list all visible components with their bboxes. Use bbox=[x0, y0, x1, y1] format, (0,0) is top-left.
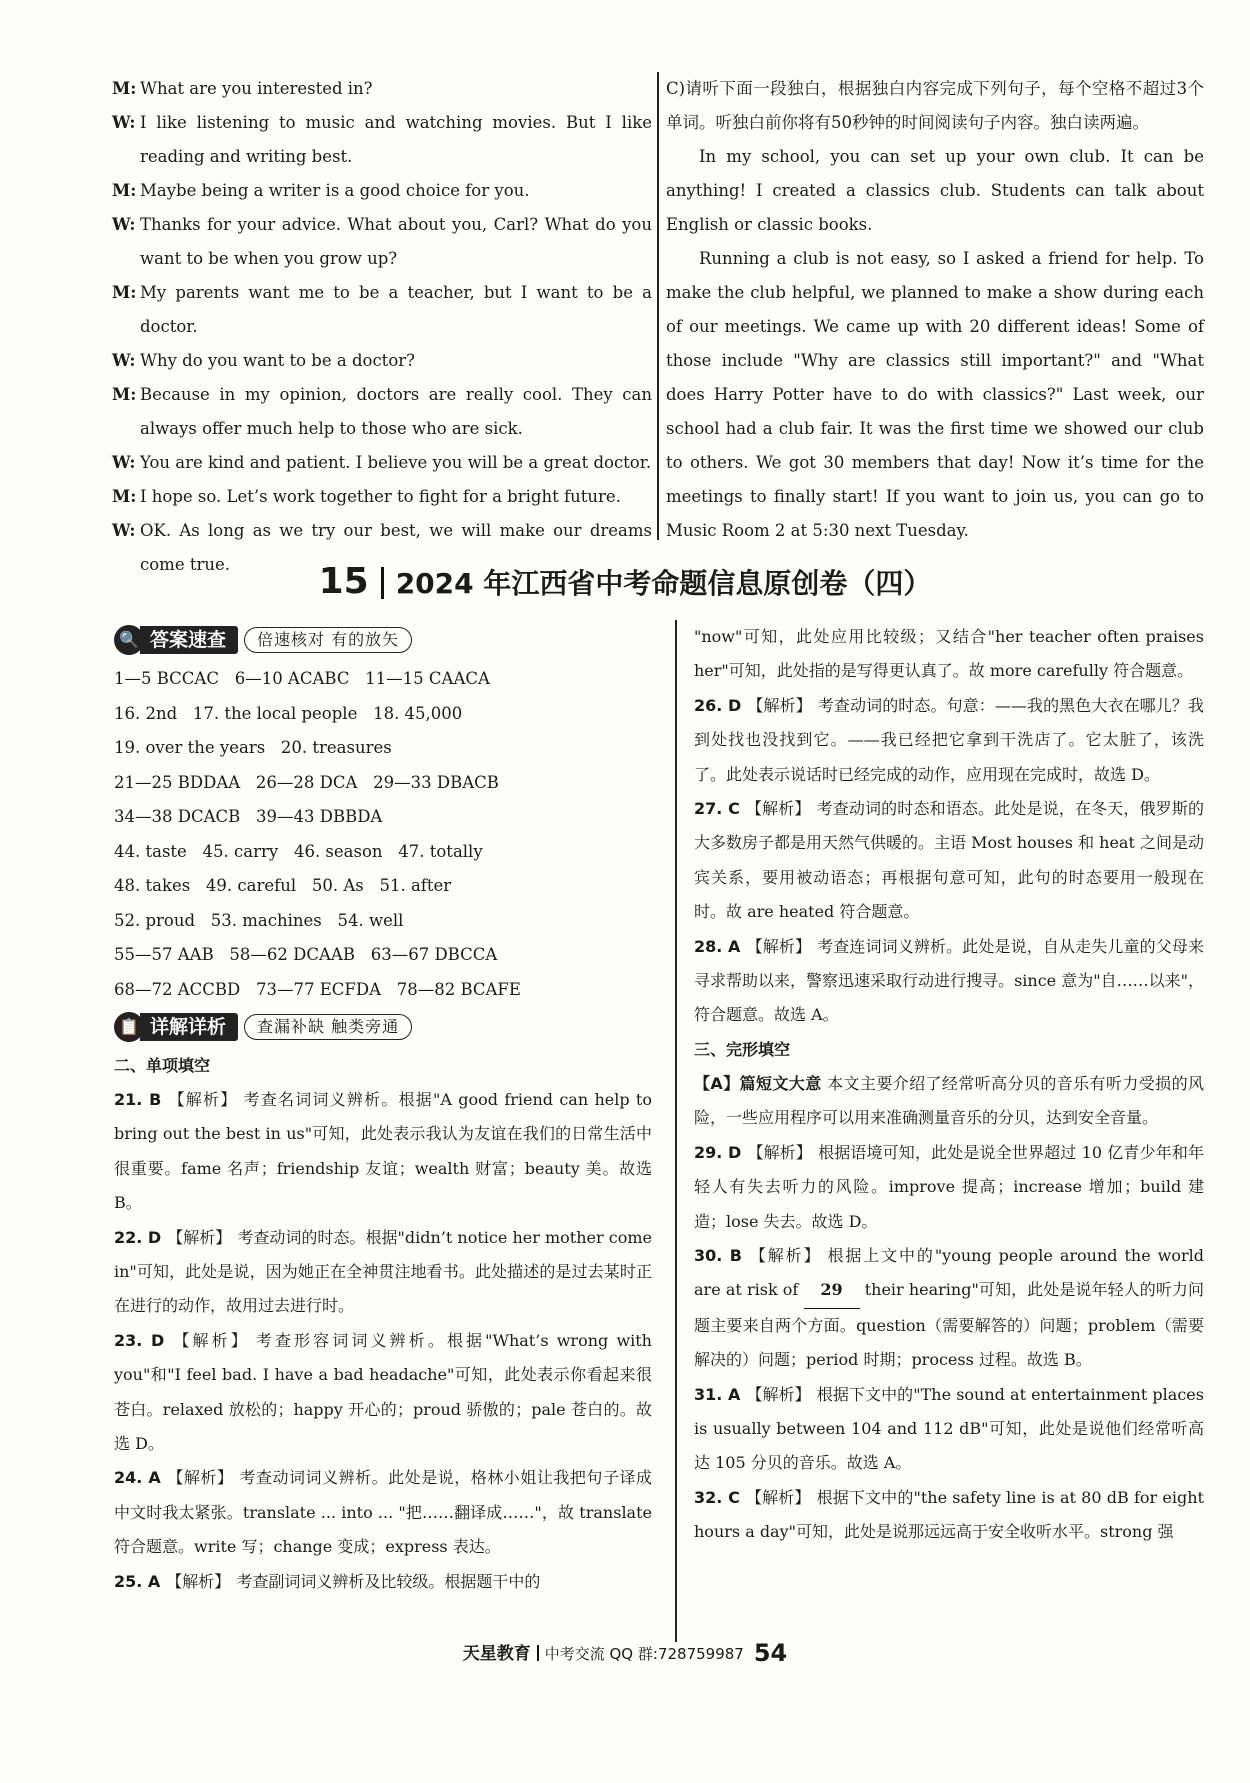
answer-line: 19. over the years 20. treasures bbox=[114, 738, 392, 757]
page-footer bbox=[0, 1638, 1250, 1669]
explanation-item: 23. D 【解析】 考查形容词词义辨析。根据"What’s wrong with you"和"I feel bad. I have a bad headache"可知，此处表示你看起来很苍白。relaxed 放松的；happy 开心的；proud 骄傲的；pale 苍白的。故选 D。 bbox=[114, 1330, 652, 1454]
explanation-item: 22. D 【解析】 考查动词的时态。根据"didn’t notice her mother come in"可知，此处是说，因为她正在全神贯注地看书。此处描述的是过去某时正在进行的动作，故用过去进行时。 bbox=[114, 1227, 652, 1316]
answer-line: 68—72 ACCBD 73—77 ECFDA 78—82 BCAFE bbox=[114, 979, 521, 999]
answer-line: 1—5 BCCAC 6—10 ACABC 11—15 CAACA bbox=[114, 669, 490, 688]
blank-number: 29 bbox=[804, 1273, 860, 1308]
monologue-paragraph: In my school, you can set up your own club. It can be anything! I created a classics club. Students can talk about English or classic books. bbox=[666, 147, 1204, 234]
page-number: 54 bbox=[753, 1639, 788, 1667]
monologue-instruction: C)请听下面一段独白，根据独白内容完成下列句子，每个空格不超过3个单词。听独白前你将有50秒钟的时间阅读句子内容。独白读两遍。 bbox=[666, 79, 1204, 132]
explanation-item: 25. A 【解析】 考查副词词义辨析及比较级。根据题干中的 bbox=[114, 1571, 541, 1591]
dialogue-line: W: Thanks for your advice. What about you, Carl? What do you want to be when you grow up? bbox=[112, 215, 652, 268]
part-title: 三、完形填空 bbox=[694, 1039, 791, 1059]
explanation-item: 28. A 【解析】 考查连词词义辨析。此处是说，自从走失儿童的父母来寻求帮助以来，警察迅速采取行动进行搜寻。since 意为"自……以来"，符合题意。故选 A。 bbox=[694, 936, 1204, 1025]
dialogue-line: M: Maybe being a writer is a good choice for you. bbox=[112, 181, 530, 200]
explanation-item: 26. D 【解析】 考查动词的时态。句意：——我的黑色大衣在哪儿？我到处找也没找到它。——我已经把它拿到干洗店了。它太脏了，该洗了。此处表示说话时已经完成的动作，应用现在完成时，故选 D。 bbox=[694, 695, 1204, 784]
answer-line: 44. taste 45. carry 46. season 47. totally bbox=[114, 841, 483, 861]
dialogue-line: W: OK. As long as we try our best, we will make our dreams come true. bbox=[112, 521, 652, 574]
magnifier-icon: 🔍 bbox=[114, 625, 144, 655]
dialogue-line: M: Because in my opinion, doctors are really cool. They can always offer much help to those who are sick. bbox=[112, 385, 652, 438]
explanation-item: 21. B 【解析】 考查名词词义辨析。根据"A good friend can help to bring out the best in us"可知，此处表示我认为友谊在我们的日常生活中很重要。fame 名声；friendship 友谊；wealth 财富；beauty 美。故选 B。 bbox=[114, 1090, 652, 1213]
monologue-paragraph: Running a club is not easy, so I asked a friend for help. To make the club helpful, we planned to make a show during each of our meetings. We came up with 20 different ideas! Some of those include "Why are classics still important?" and "What does Harry Potter have to do with classics?" Last week, our school had a club fair. It was the first time we showed our club to others. We got 30 members that day! Now it’s time for the meetings to finally start! If you want to join us, you can go to Music Room 2 at 5:30 next Tuesday. bbox=[666, 249, 1204, 540]
dialogue-line: M: I hope so. Let’s work together to fight for a bright future. bbox=[112, 487, 621, 506]
answer-line: 48. takes 49. careful 50. As 51. after bbox=[114, 876, 452, 895]
answer-line: 34—38 DCACB 39—43 DBBDA bbox=[114, 807, 383, 826]
column-divider bbox=[657, 72, 659, 540]
section-header bbox=[0, 562, 1250, 604]
quick-check-banner bbox=[114, 624, 652, 656]
section-number: 15 bbox=[318, 561, 369, 602]
dialogue-line: M: My parents want me to be a teacher, but I want to be a doctor. bbox=[112, 283, 652, 336]
answers-right-column bbox=[694, 620, 1204, 1550]
banner-subtitle: 倍速核对 有的放矢 bbox=[244, 627, 412, 653]
explanation-item: 29. D 【解析】 根据语境可知，此处是说全世界超过 10 亿青少年和年轻人有失去听力的风险。improve 提高；increase 增加；build 建造；lose 失去。故选 D。 bbox=[694, 1142, 1204, 1231]
section-title: 2024 年江西省中考命题信息原创卷（四） bbox=[395, 567, 932, 600]
clipboard-icon: 📋 bbox=[114, 1012, 144, 1042]
answers-left-column bbox=[114, 620, 652, 1599]
column-divider bbox=[675, 620, 677, 1642]
footer-separator bbox=[537, 1645, 539, 1661]
answer-line: 52. proud 53. machines 54. well bbox=[114, 910, 404, 930]
explanation-continuation: "now"可知，此处应用比较级；又结合"her teacher often praises her"可知，此处指的是写得更认真了。故 more carefully 符合题意。 bbox=[694, 627, 1204, 681]
dialogue-line: W: I like listening to music and watching movies. But I like reading and writing best. bbox=[112, 113, 652, 166]
qq-group: 中考交流 QQ 群:728759987 bbox=[544, 1645, 744, 1663]
dialogue-line: W: Why do you want to be a doctor? bbox=[112, 351, 415, 370]
banner-title: 详解详析 bbox=[140, 1013, 238, 1041]
banner-title: 答案速查 bbox=[140, 626, 238, 654]
brand-logo: 天星教育 bbox=[462, 1644, 531, 1664]
explanation-item: 31. A 【解析】 根据下文中的"The sound at entertainment places is usually between 104 and 112 dB"可知，此处是说他们经常听高达 105 分贝的音乐。故选 A。 bbox=[694, 1384, 1204, 1473]
explanation-item: 32. C 【解析】 根据下文中的"the safety line is at 80 dB for eight hours a day"可知，此处是说那远远高于安全收听水平。strong 强 bbox=[694, 1487, 1204, 1542]
dialogue-line: M: What are you interested in? bbox=[112, 79, 373, 98]
answer-line: 55—57 AAB 58—62 DCAAB 63—67 DBCCA bbox=[114, 945, 498, 964]
part-title: 二、单项填空 bbox=[114, 1056, 211, 1075]
passage-summary: 【A】篇短文大意 本文主要介绍了经常听高分贝的音乐有听力受损的风险，一些应用程序可以用来准确测量音乐的分贝，达到安全音量。 bbox=[694, 1073, 1204, 1128]
explanation-item: 30. B 【解析】 根据上文中的"young people around the world are at risk of 29 their hearing"可知，此处是说年轻人的听力问题主要来自两个方面。question（需要解答的）问题；problem（需要解决的）问题；period 时期；process 过程。故选 B。 bbox=[694, 1245, 1204, 1370]
banner-subtitle: 查漏补缺 触类旁通 bbox=[244, 1014, 412, 1040]
dialogue-transcript bbox=[112, 72, 652, 582]
header-bar bbox=[381, 567, 384, 599]
answer-line: 21—25 BDDAA 26—28 DCA 29—33 DBACB bbox=[114, 772, 499, 792]
explanation-item: 27. C 【解析】 考查动词的时态和语态。此处是说，在冬天，俄罗斯的大多数房子都是用天然气供暖的。主语 Most houses 和 heat 之间是动宾关系，要用被动语态；再根据句意可知，此句的时态要用一般现在时。故 are heated 符合题意。 bbox=[694, 799, 1204, 922]
explanation-item: 24. A 【解析】 考查动词词义辨析。此处是说，格林小姐让我把句子译成中文时我太紧张。translate ... into ... "把……翻译成……"，故 translate 符合题意。write 写；change 变成；express 表达。 bbox=[114, 1468, 652, 1557]
dialogue-line: W: You are kind and patient. I believe you will be a great doctor. bbox=[112, 453, 652, 472]
detail-banner bbox=[114, 1011, 652, 1043]
monologue-section bbox=[666, 72, 1204, 548]
answer-line: 16. 2nd 17. the local people 18. 45,000 bbox=[114, 703, 463, 723]
